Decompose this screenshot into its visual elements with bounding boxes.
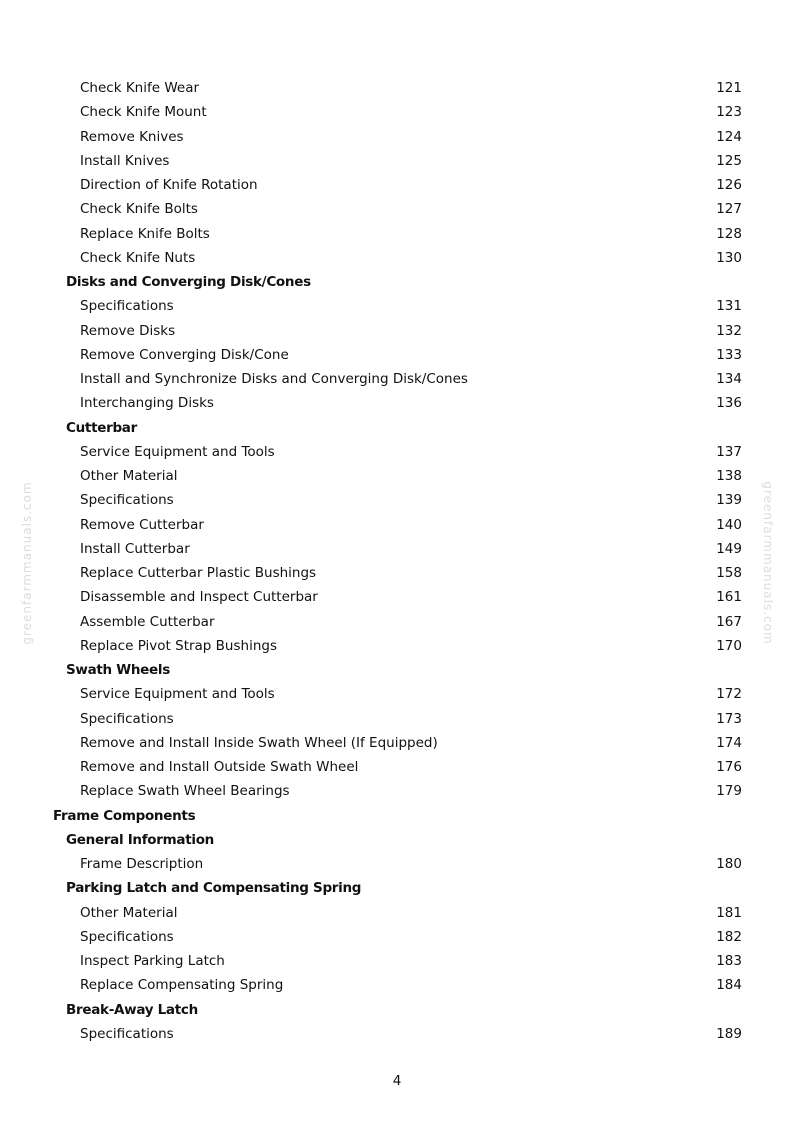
toc-entry-title: Remove Converging Disk/Cone: [80, 346, 289, 363]
toc-entry: [0, 488, 794, 512]
toc-entry-title: Specifications: [80, 1025, 174, 1042]
toc-entry-page: 126: [716, 177, 742, 193]
toc-entry-page: 128: [716, 225, 742, 242]
toc-entry: [0, 1022, 794, 1046]
toc-entry: [0, 973, 794, 997]
toc-entry-title: Direction of Knife Rotation: [80, 177, 258, 193]
toc-entry: [0, 367, 794, 391]
toc-entry-page: 133: [716, 346, 742, 363]
toc-entry-page: 149: [716, 540, 742, 557]
toc-entry-page: 179: [716, 783, 742, 800]
toc-entry-page: 172: [716, 686, 742, 703]
toc-entry: [0, 173, 794, 197]
toc-entry: [0, 949, 794, 973]
toc-entry: [0, 464, 794, 488]
toc-entry-title: Parking Latch and Compensating Spring: [66, 880, 362, 897]
toc-entry-page: 134: [716, 371, 742, 387]
toc-entry-page: 137: [716, 443, 742, 460]
page-number: 4: [392, 1073, 402, 1089]
toc-entry-title: Check Knife Bolts: [80, 201, 198, 218]
toc-entry: [0, 755, 794, 779]
toc-section-heading: [0, 876, 794, 900]
toc-entry-title: Interchanging Disks: [80, 395, 214, 412]
toc-entry: [0, 901, 794, 925]
toc-entry-title: Specifications: [80, 928, 174, 945]
toc-entry-page: 139: [716, 492, 742, 509]
toc-entry: [0, 634, 794, 658]
toc-entry: [0, 343, 794, 367]
toc-entry: [0, 585, 794, 609]
toc-entry: [0, 852, 794, 876]
toc-entry: [0, 125, 794, 149]
toc-entry-title: Frame Description: [80, 856, 204, 872]
toc-entry-title: Replace Compensating Spring: [80, 977, 284, 994]
toc-entry-title: Check Knife Mount: [80, 104, 207, 121]
toc-entry: [0, 246, 794, 270]
toc-section-heading: [0, 998, 794, 1022]
toc-entry: [0, 222, 794, 246]
toc-section-heading: [0, 416, 794, 440]
toc-entry-page: 136: [716, 395, 742, 412]
toc-section-heading: [0, 270, 794, 294]
toc-entry-title: General Information: [66, 831, 214, 848]
toc-entry-title: Swath Wheels: [66, 662, 170, 678]
toc-entry-title: Specifications: [80, 710, 174, 727]
toc-entry-page: 181: [716, 904, 742, 921]
toc-entry-page: 140: [716, 516, 742, 533]
watermark-right: greenfarmmanuals.com: [761, 481, 775, 645]
toc-entry-title: Check Knife Nuts: [80, 249, 196, 266]
toc-entry-page: 183: [716, 953, 742, 969]
toc-entry-title: Specifications: [80, 492, 174, 509]
toc-entry: [0, 925, 794, 949]
toc-entry-title: Replace Pivot Strap Bushings: [80, 637, 277, 654]
toc-entry-title: Replace Knife Bolts: [80, 225, 210, 242]
toc-entry: [0, 76, 794, 100]
toc-entry: [0, 440, 794, 464]
toc-entry: [0, 197, 794, 221]
toc-entry: [0, 391, 794, 415]
toc-entry-page: 121: [716, 80, 742, 96]
toc-entry-title: Break-Away Latch: [66, 1001, 198, 1018]
toc-entry-page: 182: [716, 928, 742, 945]
toc-entry-page: 138: [716, 468, 742, 484]
toc-entry-title: Replace Cutterbar Plastic Bushings: [80, 565, 317, 581]
toc-entry-title: Disassemble and Inspect Cutterbar: [80, 589, 318, 606]
toc-entry-title: Install and Synchronize Disks and Converging Disk/Cones: [80, 371, 468, 387]
toc-entry-title: Frame Components: [53, 807, 196, 824]
toc-entry-title: Inspect Parking Latch: [80, 953, 225, 969]
toc-entry: [0, 731, 794, 755]
toc-entry-title: Remove and Install Outside Swath Wheel: [80, 759, 359, 775]
toc-entry-title: Service Equipment and Tools: [80, 443, 275, 460]
toc-entry: [0, 561, 794, 585]
toc-entry-title: Other Material: [80, 904, 178, 921]
toc-entry-page: 127: [716, 201, 742, 218]
toc-entry-title: Install Knives: [80, 152, 170, 169]
toc-entry-title: Specifications: [80, 298, 174, 315]
table-of-contents: [0, 76, 794, 1046]
toc-entry-title: Service Equipment and Tools: [80, 686, 275, 703]
toc-entry-title: Remove and Install Inside Swath Wheel (If Equipped): [80, 734, 438, 751]
toc-section-heading: [0, 828, 794, 852]
toc-entry: [0, 149, 794, 173]
toc-entry-page: 167: [716, 613, 742, 630]
toc-entry: [0, 610, 794, 634]
toc-entry: [0, 537, 794, 561]
toc-entry-page: 158: [716, 565, 742, 581]
toc-entry-title: Remove Disks: [80, 322, 176, 339]
toc-entry: [0, 294, 794, 318]
toc-entry-page: 161: [716, 589, 742, 606]
toc-entry-page: 124: [716, 128, 742, 145]
toc-entry-page: 173: [716, 710, 742, 727]
toc-entry: [0, 319, 794, 343]
toc-entry-page: 131: [716, 298, 742, 315]
toc-entry-title: Remove Knives: [80, 128, 184, 145]
toc-entry: [0, 779, 794, 803]
toc-entry-page: 132: [716, 322, 742, 339]
toc-entry-page: 184: [716, 977, 742, 994]
toc-entry-page: 174: [716, 734, 742, 751]
toc-entry: [0, 513, 794, 537]
toc-entry: [0, 100, 794, 124]
toc-entry-title: Disks and Converging Disk/Cones: [66, 274, 311, 290]
toc-entry: [0, 707, 794, 731]
toc-entry-page: 123: [716, 104, 742, 121]
toc-entry-page: 180: [716, 856, 742, 872]
toc-entry-page: 125: [716, 152, 742, 169]
toc-entry-page: 189: [716, 1025, 742, 1042]
toc-entry: [0, 682, 794, 706]
toc-entry-title: Other Material: [80, 468, 178, 484]
toc-section-heading: [0, 804, 794, 828]
toc-entry-page: 130: [716, 249, 742, 266]
toc-entry-title: Install Cutterbar: [80, 540, 190, 557]
toc-entry-title: Check Knife Wear: [80, 80, 200, 96]
toc-entry-page: 170: [716, 637, 742, 654]
toc-entry-page: 176: [716, 759, 742, 775]
toc-entry-title: Remove Cutterbar: [80, 516, 204, 533]
toc-entry-title: Cutterbar: [66, 419, 137, 436]
toc-entry-title: Replace Swath Wheel Bearings: [80, 783, 290, 800]
toc-section-heading: [0, 658, 794, 682]
toc-entry-title: Assemble Cutterbar: [80, 613, 215, 630]
watermark-left: greenfarmmanuals.com: [20, 481, 34, 645]
